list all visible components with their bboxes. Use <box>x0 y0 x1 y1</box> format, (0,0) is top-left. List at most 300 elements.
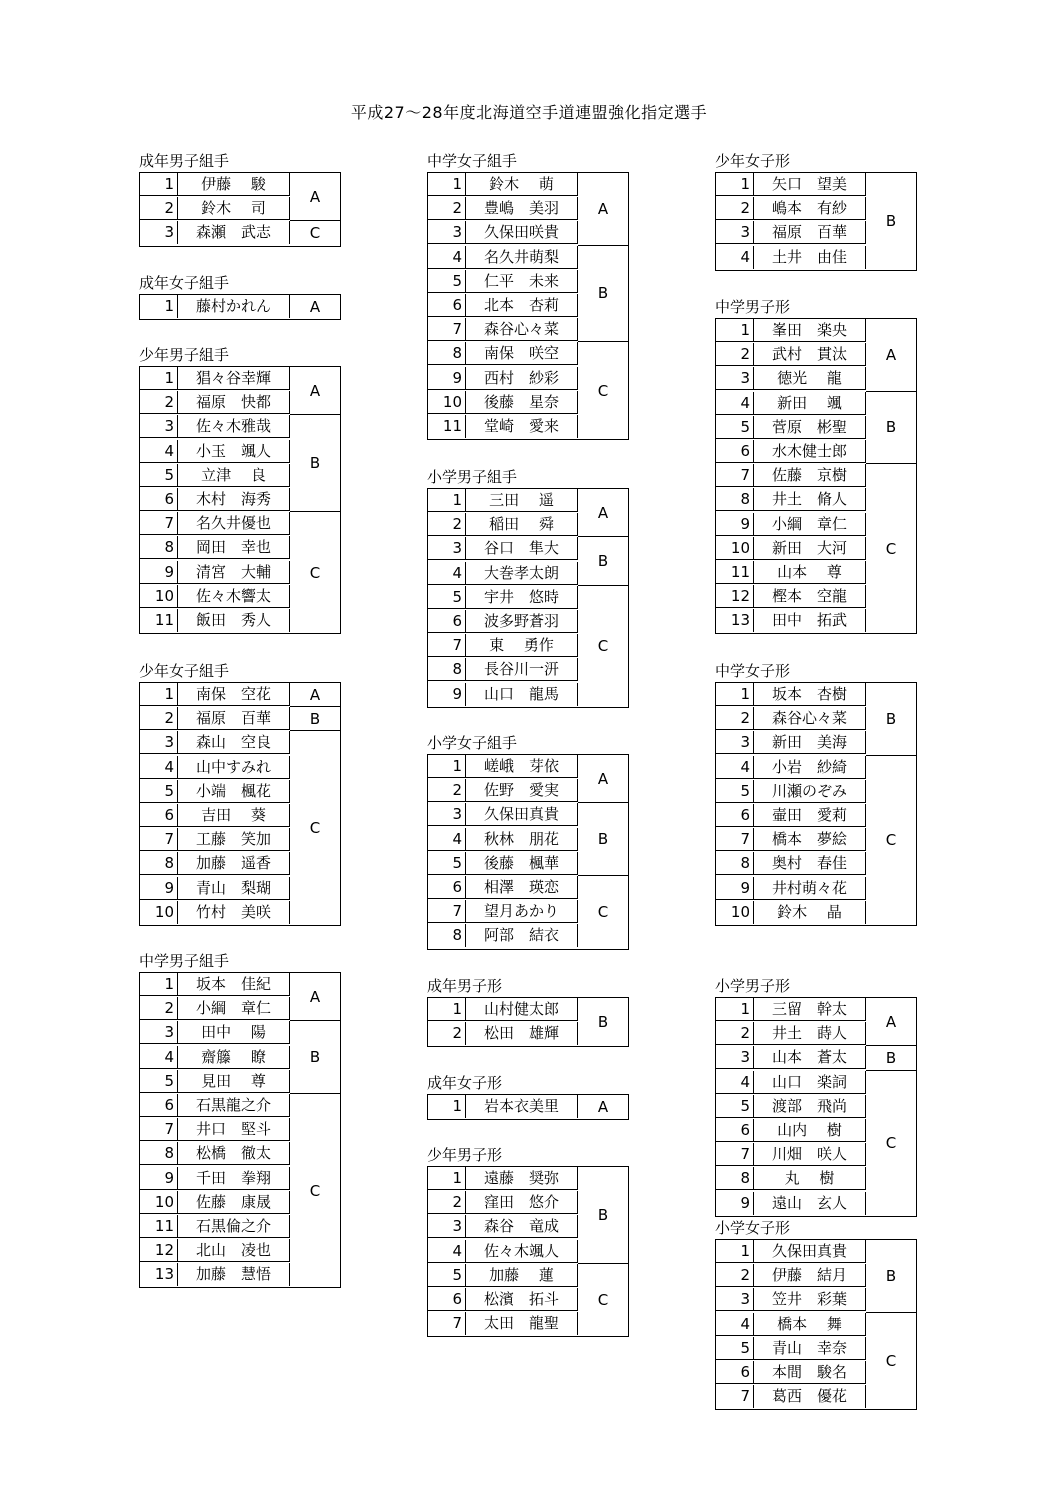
athlete-name: 猖々谷幸輝 <box>178 367 290 390</box>
athlete-name: 山本 蒼太 <box>754 1046 866 1069</box>
entry-number: 7 <box>716 828 754 851</box>
athlete-name: 徳光 龍 <box>754 367 866 390</box>
entry-number: 2 <box>428 1191 466 1214</box>
section-title: 小学男子形 <box>715 977 791 995</box>
athlete-name: 小玉 颯人 <box>178 440 290 463</box>
rank-group: C <box>597 637 609 656</box>
athlete-name: 望月あかり <box>466 900 578 923</box>
athlete-name: 坂本 杏樹 <box>754 683 866 706</box>
entry-number: 3 <box>428 1215 466 1238</box>
athlete-name: 山本 尊 <box>754 561 866 584</box>
athlete-name: 新田 大河 <box>754 537 866 560</box>
athlete-name: 樫本 空龍 <box>754 585 866 608</box>
athlete-name: 坂本 佳紀 <box>178 973 290 996</box>
entry-number: 4 <box>716 1313 754 1336</box>
entry-number: 5 <box>428 1264 466 1287</box>
rank-group: C <box>885 539 897 558</box>
entry-number: 13 <box>716 609 754 632</box>
entry-number: 3 <box>140 415 178 438</box>
section-title: 成年女子組手 <box>139 274 230 292</box>
athlete-name: 波多野蒼羽 <box>466 610 578 633</box>
athlete-name: 渡部 飛尚 <box>754 1095 866 1118</box>
entry-number: 10 <box>716 901 754 924</box>
athlete-name: 加藤 蓮 <box>466 1264 578 1287</box>
entry-number: 6 <box>428 294 466 317</box>
roster-section <box>715 296 917 634</box>
entry-number: 10 <box>140 901 178 924</box>
section-title: 中学女子組手 <box>427 152 518 170</box>
roster-section <box>427 975 629 1047</box>
entry-number: 11 <box>716 561 754 584</box>
athlete-name: 鈴木 晶 <box>754 901 866 924</box>
athlete-name: 木村 海秀 <box>178 488 290 511</box>
entry-number: 11 <box>140 609 178 632</box>
athlete-name: 松濱 拓斗 <box>466 1288 578 1311</box>
rank-group: A <box>578 489 628 537</box>
entry-number: 2 <box>716 1022 754 1045</box>
athlete-name: 青山 幸奈 <box>754 1337 866 1360</box>
athlete-name: 佐藤 京樹 <box>754 464 866 487</box>
athlete-name: 飯田 秀人 <box>178 609 290 632</box>
rank-group: C <box>597 903 609 922</box>
section-title: 少年男子形 <box>427 1146 503 1164</box>
athlete-name: 佐野 愛実 <box>466 779 578 802</box>
rank-group: B <box>866 1240 916 1313</box>
entry-number: 9 <box>716 513 754 536</box>
roster-section <box>139 344 341 634</box>
rank-group: A <box>290 173 340 221</box>
athlete-name: 井土 脩人 <box>754 488 866 511</box>
athlete-name: 岡田 幸也 <box>178 536 290 559</box>
entry-number: 9 <box>140 877 178 900</box>
athlete-name: 川畑 咲人 <box>754 1143 866 1166</box>
section-title: 成年男子組手 <box>139 152 230 170</box>
athlete-name: 久保田咲貴 <box>466 221 578 244</box>
roster-section <box>427 1072 629 1120</box>
athlete-name: 加藤 慧悟 <box>178 1263 290 1286</box>
entry-number: 4 <box>140 756 178 779</box>
athlete-name: 水木健士郎 <box>754 440 866 463</box>
section-title: 少年女子形 <box>715 152 791 170</box>
entry-number: 5 <box>716 1337 754 1360</box>
entry-number: 2 <box>140 391 178 414</box>
athlete-name: 佐藤 康晟 <box>178 1191 290 1214</box>
athlete-name: 矢口 望美 <box>754 173 866 196</box>
entry-number: 1 <box>428 1095 466 1118</box>
rank-group: C <box>309 563 321 582</box>
rank-group: B <box>866 683 916 756</box>
rank-group: C <box>309 224 321 243</box>
rank-group: B <box>290 1021 340 1094</box>
roster-table <box>427 488 629 708</box>
entry-number: 9 <box>428 683 466 706</box>
athlete-name: 森谷 竜成 <box>466 1215 578 1238</box>
athlete-name: 青山 梨瑚 <box>178 877 290 900</box>
athlete-name: 武村 貫汰 <box>754 343 866 366</box>
rank-group: C <box>309 1181 321 1200</box>
athlete-name: 石黒倫之介 <box>178 1215 290 1238</box>
roster-table <box>715 1239 917 1410</box>
athlete-name: 北山 凌也 <box>178 1239 290 1262</box>
entry-number: 1 <box>140 173 178 196</box>
entry-number: 9 <box>428 367 466 390</box>
athlete-name: 清宮 大輔 <box>178 561 290 584</box>
athlete-name: 峯田 楽央 <box>754 319 866 342</box>
section-title: 中学女子形 <box>715 662 791 680</box>
entry-number: 8 <box>716 852 754 875</box>
entry-number: 3 <box>428 221 466 244</box>
rank-group: B <box>866 392 916 465</box>
rank-group: A <box>290 367 340 415</box>
entry-number: 2 <box>140 197 178 220</box>
athlete-name: 岩本衣美里 <box>466 1095 578 1118</box>
entry-number: 5 <box>428 586 466 609</box>
entry-number: 8 <box>428 658 466 681</box>
entry-number: 4 <box>428 828 466 851</box>
entry-number: 1 <box>428 173 466 196</box>
roster-table <box>427 172 629 440</box>
athlete-name: 加藤 遥香 <box>178 852 290 875</box>
rank-group: A <box>578 755 628 803</box>
entry-number: 5 <box>716 1095 754 1118</box>
entry-number: 1 <box>428 998 466 1021</box>
entry-number: 1 <box>140 295 178 318</box>
entry-number: 3 <box>140 731 178 754</box>
athlete-name: 竹村 美咲 <box>178 901 290 924</box>
rank-group: B <box>866 1046 916 1070</box>
athlete-name: 佐々木颯人 <box>466 1240 578 1263</box>
athlete-name: 山内 樹 <box>754 1119 866 1142</box>
athlete-name: 伊藤 駿 <box>178 173 290 196</box>
entry-number: 9 <box>140 561 178 584</box>
athlete-name: 田中 陽 <box>178 1021 290 1044</box>
entry-number: 4 <box>428 246 466 269</box>
athlete-name: 菅原 彬聖 <box>754 416 866 439</box>
section-title: 少年女子組手 <box>139 662 230 680</box>
entry-number: 7 <box>428 1312 466 1335</box>
rank-group: C <box>885 831 897 850</box>
entry-number: 7 <box>428 900 466 923</box>
athlete-name: 後藤 星奈 <box>466 391 578 414</box>
roster-section <box>139 660 341 926</box>
athlete-name: 福原 百華 <box>754 221 866 244</box>
athlete-name: 鈴木 萌 <box>466 173 578 196</box>
roster-table <box>427 754 629 950</box>
roster-table <box>139 294 341 320</box>
roster-section <box>427 150 629 440</box>
entry-number: 5 <box>428 852 466 875</box>
section-title: 小学女子組手 <box>427 734 518 752</box>
athlete-name: 相澤 瑛恋 <box>466 876 578 899</box>
athlete-name: 久保田真貴 <box>754 1240 866 1263</box>
section-title: 小学男子組手 <box>427 468 518 486</box>
entry-number: 2 <box>140 707 178 730</box>
athlete-name: 齋籐 瞭 <box>178 1046 290 1069</box>
entry-number: 8 <box>140 1142 178 1165</box>
section-title: 中学男子形 <box>715 298 791 316</box>
athlete-name: 小岩 紗綺 <box>754 756 866 779</box>
entry-number: 4 <box>140 1046 178 1069</box>
athlete-name: 窪田 悠介 <box>466 1191 578 1214</box>
entry-number: 8 <box>428 924 466 947</box>
roster-table <box>139 366 341 634</box>
athlete-name: 宇井 悠時 <box>466 586 578 609</box>
athlete-name: 稲田 舜 <box>466 513 578 536</box>
entry-number: 5 <box>140 780 178 803</box>
entry-number: 5 <box>140 464 178 487</box>
athlete-name: 秋林 朋花 <box>466 828 578 851</box>
athlete-name: 仁平 未来 <box>466 270 578 293</box>
roster-table <box>715 682 917 926</box>
athlete-name: 森瀬 武志 <box>178 221 290 244</box>
entry-number: 7 <box>428 318 466 341</box>
athlete-name: 三田 遥 <box>466 489 578 512</box>
rank-group: C <box>885 1351 897 1370</box>
entry-number: 2 <box>428 197 466 220</box>
athlete-name: 壷田 愛莉 <box>754 804 866 827</box>
entry-number: 8 <box>428 342 466 365</box>
athlete-name: 大巻孝太朗 <box>466 562 578 585</box>
entry-number: 4 <box>716 246 754 269</box>
athlete-name: 丸 樹 <box>754 1167 866 1190</box>
athlete-name: 井口 堅斗 <box>178 1118 290 1141</box>
rank-group: B <box>290 707 340 731</box>
rank-group: A <box>866 998 916 1046</box>
entry-number: 2 <box>140 997 178 1020</box>
entry-number: 10 <box>140 1191 178 1214</box>
athlete-name: 工藤 笑加 <box>178 828 290 851</box>
athlete-name: 遠山 玄人 <box>754 1192 866 1215</box>
athlete-name: 福原 百華 <box>178 707 290 730</box>
entry-number: 13 <box>140 1263 178 1286</box>
rank-group: B <box>578 803 628 876</box>
roster-section <box>715 975 917 1217</box>
entry-number: 7 <box>140 828 178 851</box>
athlete-name: 山村健太郎 <box>466 998 578 1021</box>
entry-number: 6 <box>428 876 466 899</box>
entry-number: 12 <box>716 585 754 608</box>
athlete-name: 笠井 彩葉 <box>754 1288 866 1311</box>
athlete-name: 南保 咲空 <box>466 342 578 365</box>
entry-number: 4 <box>716 392 754 415</box>
rank-group: A <box>309 298 321 317</box>
entry-number: 12 <box>140 1239 178 1262</box>
roster-section <box>715 1217 917 1410</box>
entry-number: 8 <box>140 852 178 875</box>
entry-number: 9 <box>140 1167 178 1190</box>
entry-number: 7 <box>140 1118 178 1141</box>
athlete-name: 新田 颯 <box>754 392 866 415</box>
entry-number: 3 <box>140 221 178 244</box>
section-title: 成年男子形 <box>427 977 503 995</box>
entry-number: 2 <box>716 1264 754 1287</box>
entry-number: 4 <box>428 1240 466 1263</box>
athlete-name: 後藤 楓華 <box>466 852 578 875</box>
roster-section <box>427 732 629 950</box>
entry-number: 3 <box>428 537 466 560</box>
athlete-name: 藤村かれん <box>178 295 290 318</box>
entry-number: 7 <box>716 1385 754 1408</box>
section-title: 小学女子形 <box>715 1219 791 1237</box>
entry-number: 7 <box>716 1143 754 1166</box>
athlete-name: 田中 拓武 <box>754 609 866 632</box>
entry-number: 6 <box>716 804 754 827</box>
athlete-name: 森山 空良 <box>178 731 290 754</box>
entry-number: 4 <box>716 756 754 779</box>
roster-table <box>139 972 341 1288</box>
athlete-name: 見田 尊 <box>178 1070 290 1093</box>
entry-number: 6 <box>716 1119 754 1142</box>
roster-section <box>715 660 917 926</box>
athlete-name: 佐々木響太 <box>178 585 290 608</box>
athlete-name: 嶋本 有紗 <box>754 197 866 220</box>
entry-number: 7 <box>716 464 754 487</box>
athlete-name: 山口 龍馬 <box>466 683 578 706</box>
athlete-name: 葛西 優花 <box>754 1385 866 1408</box>
entry-number: 6 <box>716 1361 754 1384</box>
rank-group: B <box>290 415 340 512</box>
entry-number: 8 <box>716 1167 754 1190</box>
athlete-name: 佐々木雅哉 <box>178 415 290 438</box>
athlete-name: 谷口 隼大 <box>466 537 578 560</box>
athlete-name: 南保 空花 <box>178 683 290 706</box>
roster-table <box>427 1094 629 1120</box>
entry-number: 9 <box>716 877 754 900</box>
athlete-name: 東 勇作 <box>466 634 578 657</box>
athlete-name: 松橋 徹太 <box>178 1142 290 1165</box>
entry-number: 3 <box>716 1046 754 1069</box>
athlete-name: 石黒龍之介 <box>178 1094 290 1117</box>
athlete-name: 奥村 春佳 <box>754 852 866 875</box>
roster-table <box>139 172 341 247</box>
roster-section <box>139 150 341 247</box>
athlete-name: 豊嶋 美羽 <box>466 197 578 220</box>
entry-number: 10 <box>716 537 754 560</box>
athlete-name: 西村 紗彩 <box>466 367 578 390</box>
rank-group: C <box>309 819 321 838</box>
athlete-name: 鈴木 司 <box>178 197 290 220</box>
entry-number: 1 <box>140 367 178 390</box>
entry-number: 5 <box>428 270 466 293</box>
entry-number: 7 <box>140 512 178 535</box>
athlete-name: 久保田真貴 <box>466 803 578 826</box>
roster-table <box>715 997 917 1217</box>
entry-number: 8 <box>140 536 178 559</box>
athlete-name: 橋本 舞 <box>754 1313 866 1336</box>
roster-section <box>427 466 629 708</box>
roster-table <box>139 682 341 926</box>
entry-number: 5 <box>140 1070 178 1093</box>
rank-group: A <box>290 683 340 707</box>
section-title: 少年男子組手 <box>139 346 230 364</box>
athlete-name: 井土 蒔人 <box>754 1022 866 1045</box>
athlete-name: 嵯峨 芽依 <box>466 755 578 778</box>
entry-number: 3 <box>716 1288 754 1311</box>
entry-number: 4 <box>716 1071 754 1094</box>
athlete-name: 名久井優也 <box>178 512 290 535</box>
entry-number: 11 <box>140 1215 178 1238</box>
rank-group: C <box>597 1291 609 1310</box>
athlete-name: 井村萌々花 <box>754 877 866 900</box>
section-title: 中学男子組手 <box>139 952 230 970</box>
entry-number: 10 <box>428 391 466 414</box>
entry-number: 3 <box>140 1021 178 1044</box>
entry-number: 2 <box>428 1022 466 1045</box>
athlete-name: 川瀬のぞみ <box>754 780 866 803</box>
roster-table <box>715 172 917 271</box>
athlete-name: 山口 楽詞 <box>754 1071 866 1094</box>
athlete-name: 本間 駿名 <box>754 1361 866 1384</box>
entry-number: 3 <box>716 367 754 390</box>
entry-number: 10 <box>140 585 178 608</box>
roster-table <box>427 1166 629 1337</box>
entry-number: 1 <box>428 489 466 512</box>
entry-number: 5 <box>716 780 754 803</box>
rank-group: B <box>578 537 628 585</box>
entry-number: 6 <box>140 804 178 827</box>
entry-number: 2 <box>428 779 466 802</box>
roster-table <box>427 997 629 1047</box>
rank-group: B <box>885 212 897 231</box>
rank-group: C <box>597 381 609 400</box>
entry-number: 2 <box>716 197 754 220</box>
athlete-name: 遠藤 奨弥 <box>466 1167 578 1190</box>
rank-group: A <box>290 973 340 1021</box>
entry-number: 2 <box>716 707 754 730</box>
rank-group: C <box>885 1134 897 1153</box>
entry-number: 4 <box>140 440 178 463</box>
entry-number: 8 <box>716 488 754 511</box>
athlete-name: 千田 拳翔 <box>178 1167 290 1190</box>
entry-number: 9 <box>716 1192 754 1215</box>
athlete-name: 吉田 葵 <box>178 804 290 827</box>
entry-number: 1 <box>716 173 754 196</box>
athlete-name: 森谷心々菜 <box>466 318 578 341</box>
entry-number: 1 <box>428 755 466 778</box>
page-title: 平成27～28年度北海道空手道連盟強化指定選手 <box>350 103 708 122</box>
entry-number: 1 <box>716 998 754 1021</box>
entry-number: 11 <box>428 415 466 438</box>
roster-section <box>139 950 341 1288</box>
athlete-name: 松田 雄輝 <box>466 1022 578 1045</box>
section-title: 成年女子形 <box>427 1074 503 1092</box>
athlete-name: 小綱 章仁 <box>178 997 290 1020</box>
rank-group: A <box>597 1098 609 1117</box>
athlete-name: 小端 楓花 <box>178 780 290 803</box>
roster-section <box>139 272 341 320</box>
entry-number: 6 <box>140 488 178 511</box>
entry-number: 1 <box>140 973 178 996</box>
entry-number: 1 <box>716 683 754 706</box>
entry-number: 1 <box>716 1240 754 1263</box>
athlete-name: 阿部 結衣 <box>466 924 578 947</box>
roster-section <box>427 1144 629 1337</box>
athlete-name: 伊藤 結月 <box>754 1264 866 1287</box>
athlete-name: 土井 由佳 <box>754 246 866 269</box>
roster-section <box>715 150 917 271</box>
athlete-name: 森谷心々菜 <box>754 707 866 730</box>
rank-group: B <box>578 1167 628 1264</box>
entry-number: 3 <box>428 803 466 826</box>
entry-number: 3 <box>716 221 754 244</box>
entry-number: 1 <box>140 683 178 706</box>
roster-table <box>715 318 917 634</box>
entry-number: 3 <box>716 731 754 754</box>
entry-number: 6 <box>428 610 466 633</box>
athlete-name: 長谷川一汧 <box>466 658 578 681</box>
entry-number: 6 <box>140 1094 178 1117</box>
athlete-name: 堂崎 愛来 <box>466 415 578 438</box>
